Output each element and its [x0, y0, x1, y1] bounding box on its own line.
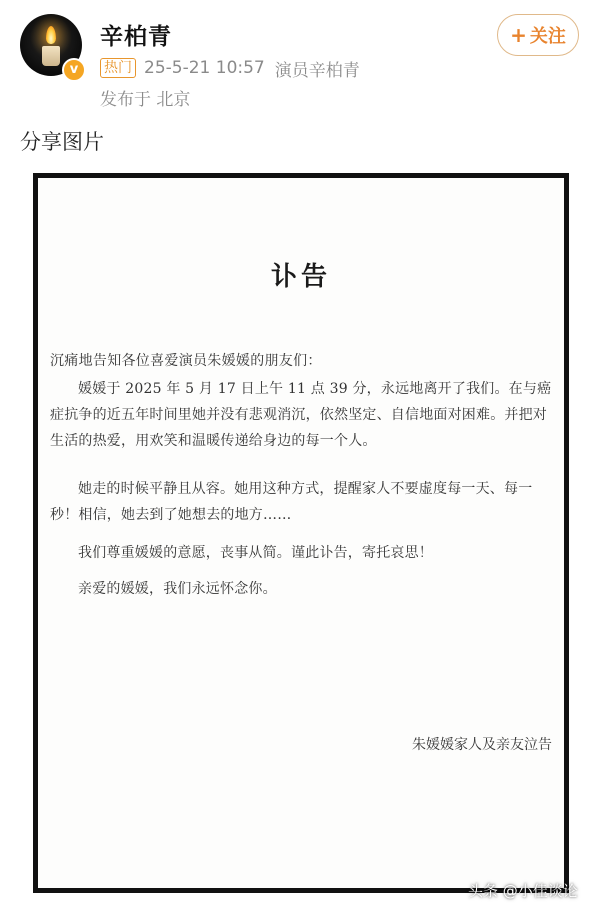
- hot-badge: 热门: [100, 58, 136, 78]
- notice-paragraph: 媛媛于 2025 年 5 月 17 日上午 11 点 39 分，永远地离开了我们。在与癌症抗争的近五年时间里她并没有悲观消沉，依然坚定、自信地面对困难。并把对生活的热爱，用欢笑和温暖传递给身边的每一个人。: [50, 381, 552, 449]
- post-location: 发布于 北京: [100, 90, 191, 110]
- post-meta: [100, 57, 360, 79]
- follow-label: 关注: [529, 26, 566, 47]
- notice-greeting: 沉痛地告知各位喜爱演员朱媛媛的朋友们：: [50, 353, 322, 369]
- candle-flame-icon: [46, 26, 56, 44]
- obituary-image[interactable]: [33, 173, 569, 893]
- notice-title: 讣告: [270, 262, 331, 292]
- share-label: 分享图片: [20, 130, 104, 154]
- post-time: 25-5-21 10:57: [144, 58, 265, 78]
- plus-icon: +: [510, 23, 527, 47]
- candle-icon: [42, 46, 60, 66]
- watermark: 头条 @小佳谈论: [468, 882, 578, 900]
- notice-signature: 朱媛媛家人及亲友泣告: [412, 737, 552, 753]
- verified-badge-icon: v: [62, 58, 86, 82]
- username[interactable]: 辛柏青: [100, 24, 172, 50]
- notice-paragraph: 我们尊重媛媛的意愿，丧事从简。谨此讣告，寄托哀思！: [78, 545, 433, 561]
- notice-paragraph: 她走的时候平静且从容。她用这种方式，提醒家人不要虚度每一天、每一秒！相信，她去到了她想去的地方……: [50, 481, 533, 523]
- follow-button[interactable]: [497, 14, 579, 56]
- notice-paragraph: 亲爱的媛媛，我们永远怀念你。: [78, 581, 277, 597]
- user-tag: 演员辛柏青: [274, 60, 360, 81]
